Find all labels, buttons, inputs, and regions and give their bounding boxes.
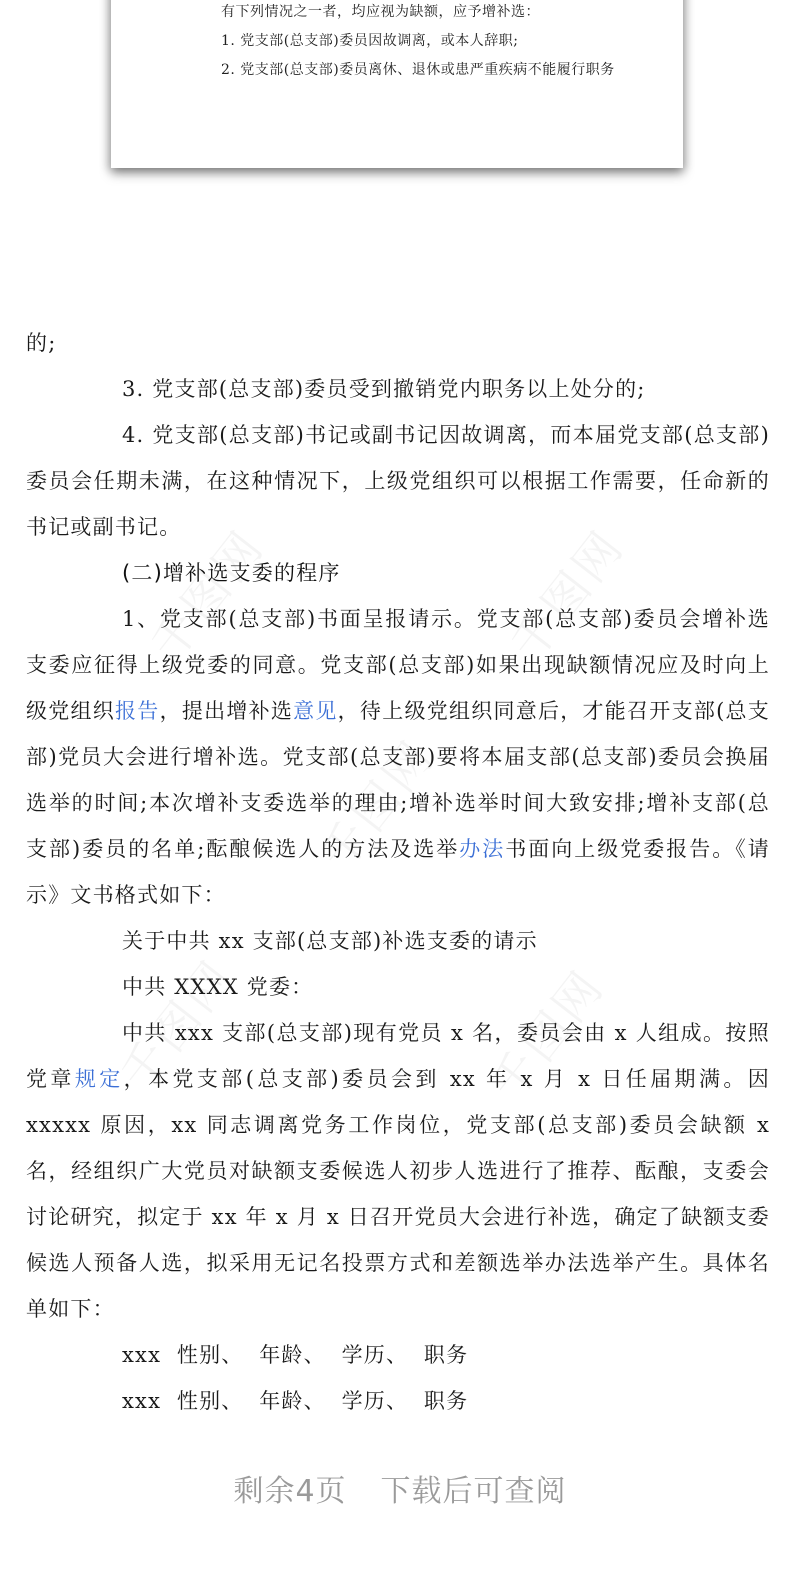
download-to-view-label: 下载后可查阅 [380, 1474, 567, 1509]
text-run: 中共 xxx 支部(总支部)现有党员 x 名，委员会由 x 人组成。按照党章 [26, 1021, 770, 1091]
remaining-pages-label: 剩余4页 [233, 1474, 347, 1509]
request-title: 关于中共 xx 支部(总支部)补选支委的请示 [122, 929, 538, 953]
link-method[interactable]: 办法 [459, 837, 506, 861]
paragraph-procedure-1 [26, 596, 770, 918]
text-run: 书面向上级党委报告。《请示》文书格式如下： [26, 837, 770, 907]
paragraph-item-4: 4. 党支部(总支部)书记或副书记因故调离，而本届党支部(总支部)委员会任期未满，在这种情况下，上级党组织可以根据工作需要，任命新的书记或副书记。 [26, 423, 770, 539]
preview-text [221, 0, 615, 85]
preview-line: 有下列情况之一者，均应视为缺额，应予增补选： [221, 4, 540, 20]
link-regulation[interactable]: 规定 [74, 1067, 124, 1091]
paragraph-item-3: 3. 党支部(总支部)委员受到撤销党内职务以上处分的; [122, 377, 646, 401]
text-run: ，提出增补选 [159, 699, 294, 723]
candidate-row: xxx 性别、 年龄、 学历、 职务 [122, 1389, 469, 1413]
download-prompt[interactable] [0, 1466, 800, 1510]
previous-page-preview [111, 0, 683, 168]
text-run: 1、党支部(总支部)书面呈报请示。党支部(总支部)委员会增补选支委应征得上级党委的同意。党支部(总支部)如果出现缺额情况应及时向上级党组织 [26, 607, 770, 723]
section-heading: (二)增补选支委的程序 [122, 561, 341, 585]
text-run: ，本党支部(总支部)委员会到 xx 年 x 月 x 日任届期满。因 xxxxx 原因，xx 同志调离党务工作岗位，党支部(总支部)委员会缺额 x 名，经组织广大党员对缺额支委候选人初步人选进行了推荐、酝酿，支委会讨论研究，拟定于 xx 年 x 月 x 日召开党员大会进行补选，确定了缺额支委候选人预备人选，拟采用无记名投票方式和差额选举办法选举产生。具体名单如下： [26, 1067, 770, 1321]
paragraph-continuation: 的; [26, 331, 57, 355]
preview-line: 2. 党支部(总支部)委员离休、退休或患严重疾病不能履行职务 [221, 62, 615, 78]
link-report[interactable]: 报告 [115, 699, 160, 723]
text-run: ，待上级党组织同意后，才能召开支部(总支部)党员大会进行增补选。党支部(总支部)要将本届支部(总支部)委员会换届选举的时间;本次增补支委选举的理由;增补选举时间大致安排;增补支部(总支部)委员的名单;酝酿候选人的方法及选举 [26, 699, 770, 861]
paragraph-request-body [26, 1010, 770, 1332]
preview-line: 1. 党支部(总支部)委员因故调离，或本人辞职; [221, 33, 519, 49]
link-opinion[interactable]: 意见 [293, 699, 338, 723]
document-body [26, 320, 770, 1424]
salutation: 中共 XXXX 党委： [122, 975, 314, 999]
candidate-row: xxx 性别、 年龄、 学历、 职务 [122, 1343, 469, 1367]
